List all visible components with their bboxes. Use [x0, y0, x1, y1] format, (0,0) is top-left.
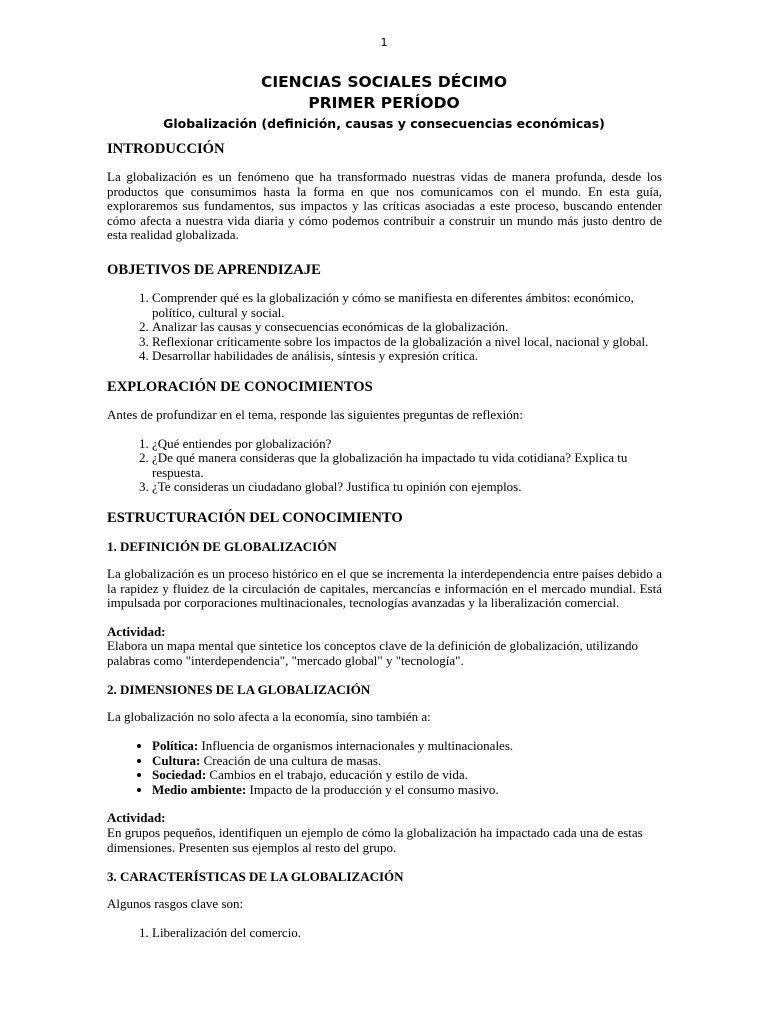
- exploration-intro: Antes de profundizar en el tema, responde las siguientes preguntas de reflexión:: [107, 406, 523, 422]
- page-number: 1: [380, 36, 388, 49]
- list-item: 1. Comprender qué es la globalización y cómo se manifiesta en diferentes ámbitos: económico, político, cultural y social.: [152, 291, 662, 320]
- list-item: 3. Reflexionar críticamente sobre los impactos de la globalización a nivel local, nacional y global.: [152, 335, 662, 350]
- list-item: 4. Desarrollar habilidades de análisis, síntesis y expresión crítica.: [152, 349, 662, 364]
- section2-intro: La globalización no solo afecta a la economía, sino también a:: [107, 709, 431, 725]
- objectives-list: [107, 291, 662, 364]
- activity-text: En grupos pequeños, identifiquen un ejemplo de cómo la globalización ha impactado cada una de estas dimensiones. Presenten sus ejemplos al resto del grupo.: [107, 825, 643, 855]
- dimension-desc: Cambios en el trabajo, educación y estilo de vida.: [206, 767, 468, 783]
- list-item: 1. Liberalización del comercio.: [152, 926, 662, 941]
- document-title-line2: PRIMER PERÍODO: [308, 94, 460, 112]
- section1-paragraph: La globalización es un proceso histórico en el que se incrementa la interdependencia entre países debido a la rapidez y fluidez de la circulación de capitales, mercancías e información en el mercado mundial. Está impulsada por corporaciones multinacionales, tecnologías avanzadas y la liberalización comercial.: [107, 565, 662, 611]
- characteristics-list: [107, 926, 662, 941]
- section2-activity: [107, 811, 662, 855]
- title-block: [0, 72, 768, 133]
- structuring-heading: ESTRUCTURACIÓN DEL CONOCIMIENTO: [107, 509, 403, 526]
- list-item: [152, 739, 662, 754]
- section2-heading: 2. DIMENSIONES DE LA GLOBALIZACIÓN: [107, 682, 371, 698]
- intro-heading: INTRODUCCIÓN: [107, 141, 225, 157]
- dimension-desc: Impacto de la producción y el consumo masivo.: [246, 781, 499, 797]
- dimension-term: Sociedad:: [152, 767, 207, 783]
- document-title-line1: CIENCIAS SOCIALES DÉCIMO: [260, 73, 508, 91]
- section3-heading: 3. CARACTERÍSTICAS DE LA GLOBALIZACIÓN: [107, 869, 404, 885]
- activity-text: Elabora un mapa mental que sintetice los conceptos clave de la definición de globalización, utilizando palabras como "interdependencia", "mercado global" y "tecnología".: [107, 638, 639, 668]
- list-item: [152, 783, 662, 798]
- document-body: [107, 140, 662, 954]
- objectives-heading: OBJETIVOS DE APRENDIZAJE: [107, 261, 321, 278]
- dimension-term: Política:: [152, 738, 199, 754]
- activity-label: Actividad:: [107, 623, 166, 639]
- list-item: 2. Analizar las causas y consecuencias económicas de la globalización.: [152, 320, 662, 335]
- dimension-desc: Influencia de organismos internacionales y multinacionales.: [198, 738, 514, 754]
- list-item: 2. ¿De qué manera consideras que la globalización ha impactado tu vida cotidiana? Explica tu respuesta.: [152, 451, 662, 480]
- section1-heading: 1. DEFINICIÓN DE GLOBALIZACIÓN: [107, 538, 337, 554]
- activity-label: Actividad:: [107, 810, 166, 826]
- section1-activity: [107, 625, 662, 669]
- dimension-term: Cultura:: [152, 752, 201, 768]
- dimension-desc: Creación de una cultura de masas.: [200, 752, 382, 768]
- section3-intro: Algunos rasgos clave son:: [107, 896, 244, 912]
- list-item: [152, 768, 662, 783]
- list-item: 3. ¿Te consideras un ciudadano global? Justifica tu opinión con ejemplos.: [152, 480, 662, 495]
- dimensions-list: [107, 739, 662, 797]
- list-item: [152, 754, 662, 769]
- dimension-term: Medio ambiente:: [152, 781, 247, 797]
- exploration-list: [107, 437, 662, 495]
- document-subtitle: Globalización (definición, causas y consecuencias económicas): [163, 116, 605, 131]
- list-item: 1. ¿Qué entiendes por globalización?: [152, 437, 662, 452]
- exploration-heading: EXPLORACIÓN DE CONOCIMIENTOS: [107, 378, 373, 395]
- intro-paragraph: La globalización es un fenómeno que ha transformado nuestras vidas de manera profunda, desde los productos que consumimos hasta la forma en que nos comunicamos con el mundo. En esta guía, exploraremos sus fundamentos, sus impactos y las críticas asociadas a este proceso, buscando entender cómo afecta a nuestra vida diaria y cómo podemos contribuir a construir un mundo más justo dentro de esta realidad globalizada.: [107, 169, 662, 243]
